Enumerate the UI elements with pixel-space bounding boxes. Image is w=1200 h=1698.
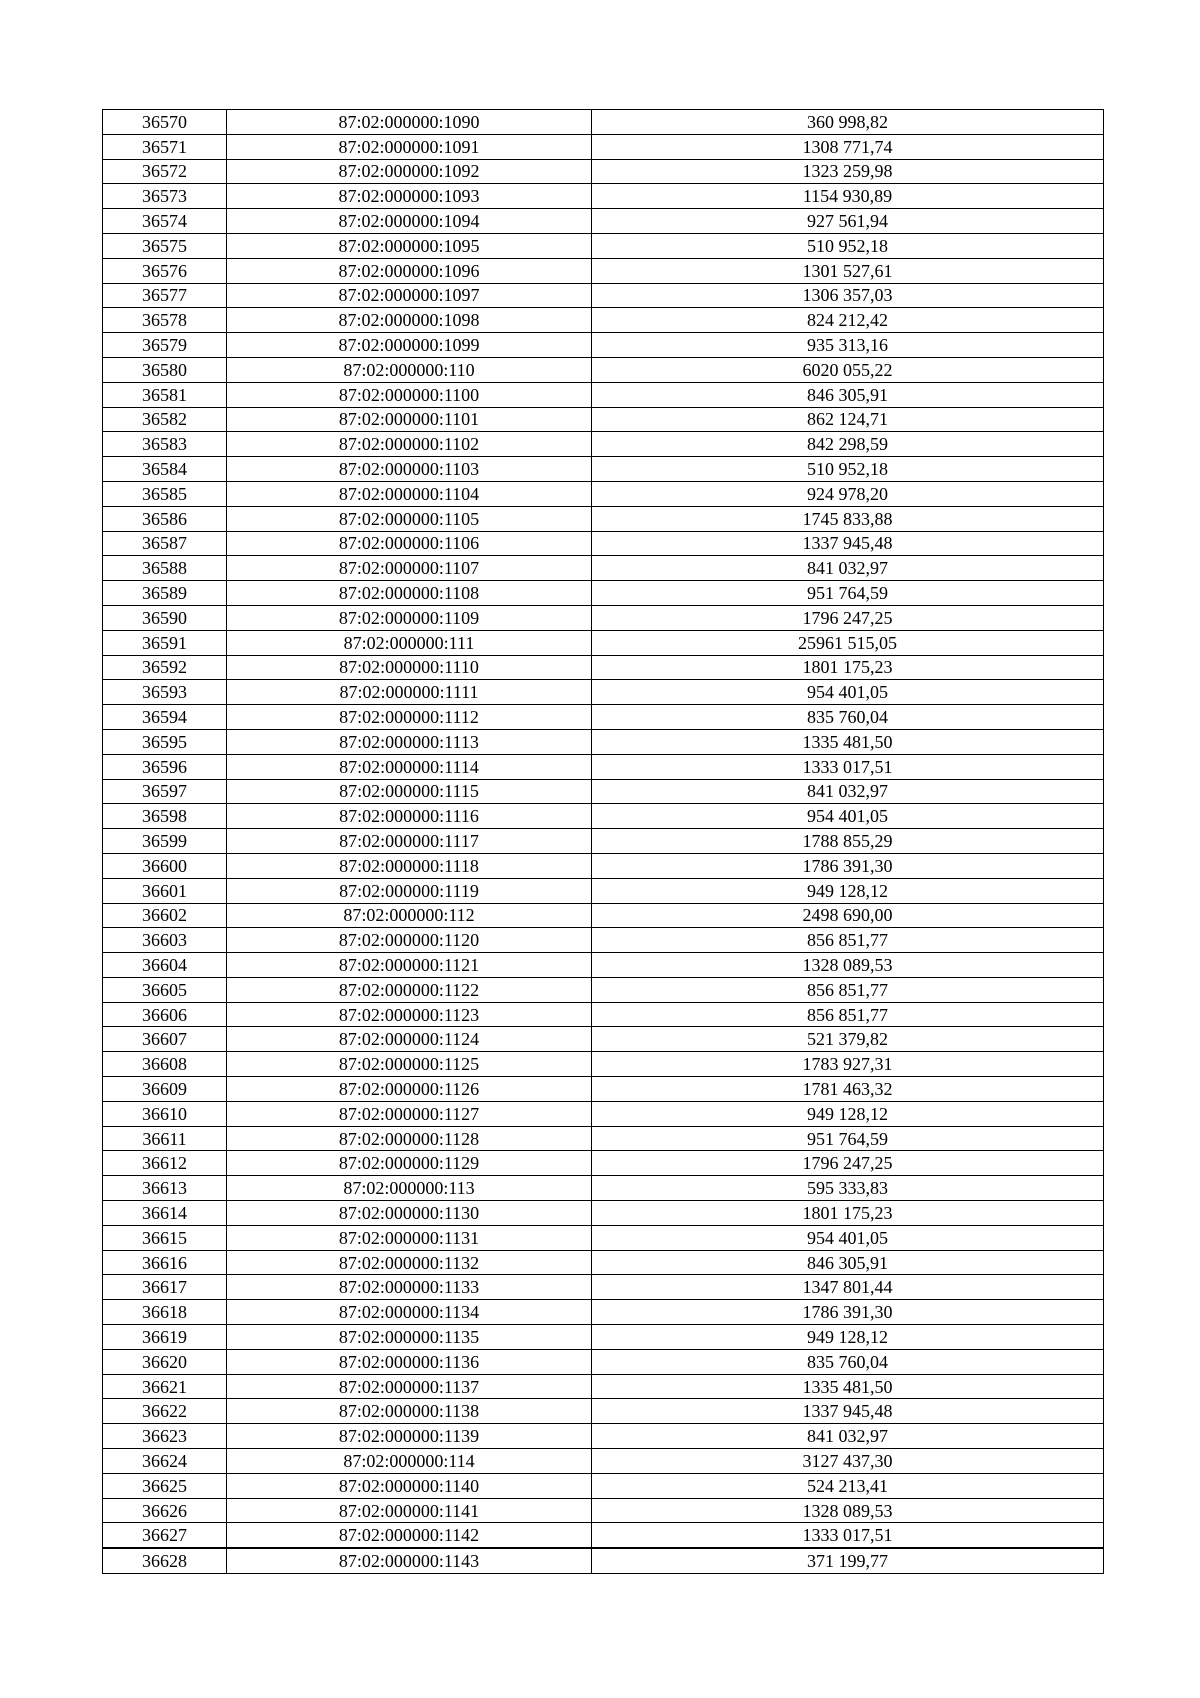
row-number-cell: 36582: [103, 407, 227, 432]
row-number-cell: 36622: [103, 1399, 227, 1424]
cadastral-value-cell: 1323 259,98: [592, 159, 1104, 184]
table-row: [103, 1424, 1104, 1449]
cadastral-number-cell: 87:02:000000:1096: [227, 258, 592, 283]
table-row: [103, 308, 1104, 333]
cadastral-value-cell: 25961 515,05: [592, 630, 1104, 655]
table-row: [103, 1300, 1104, 1325]
row-number-cell: 36615: [103, 1225, 227, 1250]
row-number-cell: 36570: [103, 110, 227, 135]
table-row: [103, 1101, 1104, 1126]
cadastral-value-cell: 951 764,59: [592, 581, 1104, 606]
row-number-cell: 36608: [103, 1052, 227, 1077]
cadastral-number-cell: 87:02:000000:1130: [227, 1201, 592, 1226]
row-number-cell: 36581: [103, 382, 227, 407]
cadastral-value-cell: 1337 945,48: [592, 1399, 1104, 1424]
table-row: [103, 903, 1104, 928]
row-number-cell: 36572: [103, 159, 227, 184]
cadastral-value-cell: 1781 463,32: [592, 1077, 1104, 1102]
cadastral-number-cell: 87:02:000000:1091: [227, 134, 592, 159]
table-row: [103, 1325, 1104, 1350]
cadastral-value-cell: 510 952,18: [592, 233, 1104, 258]
table-row: [103, 1449, 1104, 1474]
cadastral-value-cell: 1301 527,61: [592, 258, 1104, 283]
cadastral-number-cell: 87:02:000000:1124: [227, 1027, 592, 1052]
cadastral-number-cell: 87:02:000000:1110: [227, 655, 592, 680]
cadastral-number-cell: 87:02:000000:1097: [227, 283, 592, 308]
table-row: [103, 779, 1104, 804]
row-number-cell: 36591: [103, 630, 227, 655]
table-row: [103, 729, 1104, 754]
table-row: [103, 1151, 1104, 1176]
cadastral-number-cell: 87:02:000000:1094: [227, 209, 592, 234]
row-number-cell: 36578: [103, 308, 227, 333]
table-row: [103, 184, 1104, 209]
cadastral-number-cell: 87:02:000000:1131: [227, 1225, 592, 1250]
cadastral-value-cell: 1335 481,50: [592, 729, 1104, 754]
cadastral-value-cell: 1788 855,29: [592, 829, 1104, 854]
table-row: [103, 1225, 1104, 1250]
row-number-cell: 36574: [103, 209, 227, 234]
cadastral-value-cell: 954 401,05: [592, 680, 1104, 705]
cadastral-value-cell: 862 124,71: [592, 407, 1104, 432]
cadastral-number-cell: 87:02:000000:1141: [227, 1498, 592, 1523]
table-row: [103, 382, 1104, 407]
table-row: [103, 953, 1104, 978]
table-row: [103, 977, 1104, 1002]
table-row: [103, 1027, 1104, 1052]
cadastral-value-cell: 1333 017,51: [592, 754, 1104, 779]
row-number-cell: 36600: [103, 853, 227, 878]
cadastral-value-cell: 1335 481,50: [592, 1374, 1104, 1399]
cadastral-value-cell: 1801 175,23: [592, 1201, 1104, 1226]
table-row: [103, 1473, 1104, 1498]
cadastral-value-cell: 846 305,91: [592, 1250, 1104, 1275]
cadastral-value-cell: 856 851,77: [592, 928, 1104, 953]
row-number-cell: 36595: [103, 729, 227, 754]
cadastral-number-cell: 87:02:000000:1118: [227, 853, 592, 878]
cadastral-number-cell: 87:02:000000:1137: [227, 1374, 592, 1399]
row-number-cell: 36617: [103, 1275, 227, 1300]
table-row: [103, 258, 1104, 283]
cadastral-number-cell: 87:02:000000:1123: [227, 1002, 592, 1027]
cadastral-value-cell: 1347 801,44: [592, 1275, 1104, 1300]
cadastral-number-cell: 87:02:000000:1111: [227, 680, 592, 705]
cadastral-value-cell: 521 379,82: [592, 1027, 1104, 1052]
cadastral-value-cell: 1154 930,89: [592, 184, 1104, 209]
row-number-cell: 36607: [103, 1027, 227, 1052]
row-number-cell: 36573: [103, 184, 227, 209]
row-number-cell: 36593: [103, 680, 227, 705]
cadastral-number-cell: 87:02:000000:1108: [227, 581, 592, 606]
table-row: [103, 407, 1104, 432]
cadastral-value-cell: 360 998,82: [592, 110, 1104, 135]
row-number-cell: 36576: [103, 258, 227, 283]
cadastral-value-cell: 951 764,59: [592, 1126, 1104, 1151]
row-number-cell: 36626: [103, 1498, 227, 1523]
table-row: [103, 878, 1104, 903]
table-row: [103, 1201, 1104, 1226]
table-row: [103, 233, 1104, 258]
table-row: [103, 655, 1104, 680]
table-row: [103, 680, 1104, 705]
cadastral-number-cell: 87:02:000000:1132: [227, 1250, 592, 1275]
cadastral-value-cell: 6020 055,22: [592, 357, 1104, 382]
row-number-cell: 36605: [103, 977, 227, 1002]
table-body: [103, 110, 1104, 1574]
table-row: [103, 1349, 1104, 1374]
row-number-cell: 36589: [103, 581, 227, 606]
row-number-cell: 36604: [103, 953, 227, 978]
row-number-cell: 36612: [103, 1151, 227, 1176]
cadastral-number-cell: 87:02:000000:1133: [227, 1275, 592, 1300]
cadastral-number-cell: 87:02:000000:1138: [227, 1399, 592, 1424]
cadastral-value-cell: 949 128,12: [592, 1325, 1104, 1350]
cadastral-value-cell: 371 199,77: [592, 1548, 1104, 1573]
row-number-cell: 36601: [103, 878, 227, 903]
row-number-cell: 36585: [103, 481, 227, 506]
cadastral-value-cell: 1786 391,30: [592, 1300, 1104, 1325]
cadastral-number-cell: 87:02:000000:111: [227, 630, 592, 655]
cadastral-value-cell: 1328 089,53: [592, 1498, 1104, 1523]
cadastral-value-cell: 924 978,20: [592, 481, 1104, 506]
cadastral-number-cell: 87:02:000000:1117: [227, 829, 592, 854]
cadastral-value-cell: 846 305,91: [592, 382, 1104, 407]
row-number-cell: 36587: [103, 531, 227, 556]
cadastral-value-cell: 841 032,97: [592, 556, 1104, 581]
cadastral-value-cell: 2498 690,00: [592, 903, 1104, 928]
table-row: [103, 1275, 1104, 1300]
table-row: [103, 605, 1104, 630]
table-row: [103, 1399, 1104, 1424]
cadastral-value-cell: 1337 945,48: [592, 531, 1104, 556]
table-row: [103, 1002, 1104, 1027]
cadastral-value-cell: 949 128,12: [592, 878, 1104, 903]
cadastral-value-cell: 949 128,12: [592, 1101, 1104, 1126]
row-number-cell: 36616: [103, 1250, 227, 1275]
table-row: [103, 457, 1104, 482]
cadastral-number-cell: 87:02:000000:1127: [227, 1101, 592, 1126]
cadastral-value-cell: 1796 247,25: [592, 1151, 1104, 1176]
cadastral-value-cell: 835 760,04: [592, 705, 1104, 730]
cadastral-number-cell: 87:02:000000:1101: [227, 407, 592, 432]
cadastral-number-cell: 87:02:000000:1112: [227, 705, 592, 730]
cadastral-number-cell: 87:02:000000:1109: [227, 605, 592, 630]
cadastral-number-cell: 87:02:000000:1098: [227, 308, 592, 333]
table-row: [103, 506, 1104, 531]
cadastral-value-cell: 1333 017,51: [592, 1523, 1104, 1548]
cadastral-value-cell: 595 333,83: [592, 1176, 1104, 1201]
cadastral-value-cell: 1745 833,88: [592, 506, 1104, 531]
row-number-cell: 36580: [103, 357, 227, 382]
table-row: [103, 853, 1104, 878]
cadastral-value-cell: 1801 175,23: [592, 655, 1104, 680]
row-number-cell: 36611: [103, 1126, 227, 1151]
cadastral-number-cell: 87:02:000000:1135: [227, 1325, 592, 1350]
cadastral-number-cell: 87:02:000000:1128: [227, 1126, 592, 1151]
cadastral-value-cell: 510 952,18: [592, 457, 1104, 482]
table-row: [103, 1176, 1104, 1201]
row-number-cell: 36613: [103, 1176, 227, 1201]
table-row: [103, 1250, 1104, 1275]
cadastral-number-cell: 87:02:000000:110: [227, 357, 592, 382]
row-number-cell: 36588: [103, 556, 227, 581]
row-number-cell: 36614: [103, 1201, 227, 1226]
row-number-cell: 36583: [103, 432, 227, 457]
cadastral-number-cell: 87:02:000000:1125: [227, 1052, 592, 1077]
cadastral-value-cell: 954 401,05: [592, 1225, 1104, 1250]
table-row: [103, 928, 1104, 953]
table-row: [103, 1374, 1104, 1399]
table-row: [103, 481, 1104, 506]
table-row: [103, 209, 1104, 234]
cadastral-value-cell: 856 851,77: [592, 1002, 1104, 1027]
table-row: [103, 630, 1104, 655]
row-number-cell: 36575: [103, 233, 227, 258]
row-number-cell: 36621: [103, 1374, 227, 1399]
row-number-cell: 36599: [103, 829, 227, 854]
row-number-cell: 36627: [103, 1523, 227, 1548]
row-number-cell: 36592: [103, 655, 227, 680]
table-row: [103, 1523, 1104, 1548]
table-row: [103, 556, 1104, 581]
cadastral-value-cell: 841 032,97: [592, 779, 1104, 804]
cadastral-number-cell: 87:02:000000:1107: [227, 556, 592, 581]
table-row: [103, 1077, 1104, 1102]
row-number-cell: 36597: [103, 779, 227, 804]
cadastral-number-cell: 87:02:000000:1102: [227, 432, 592, 457]
cadastral-number-cell: 87:02:000000:1115: [227, 779, 592, 804]
cadastral-value-cell: 524 213,41: [592, 1473, 1104, 1498]
cadastral-number-cell: 87:02:000000:1116: [227, 804, 592, 829]
row-number-cell: 36584: [103, 457, 227, 482]
cadastral-number-cell: 87:02:000000:1122: [227, 977, 592, 1002]
table-row: [103, 134, 1104, 159]
row-number-cell: 36625: [103, 1473, 227, 1498]
cadastral-value-cell: 1786 391,30: [592, 853, 1104, 878]
cadastral-value-cell: 1783 927,31: [592, 1052, 1104, 1077]
table-row: [103, 581, 1104, 606]
row-number-cell: 36602: [103, 903, 227, 928]
table-row: [103, 1548, 1104, 1573]
cadastral-value-cell: 856 851,77: [592, 977, 1104, 1002]
table-row: [103, 705, 1104, 730]
table-row: [103, 1498, 1104, 1523]
cadastral-number-cell: 87:02:000000:1092: [227, 159, 592, 184]
row-number-cell: 36620: [103, 1349, 227, 1374]
cadastral-number-cell: 87:02:000000:1121: [227, 953, 592, 978]
cadastral-number-cell: 87:02:000000:1126: [227, 1077, 592, 1102]
row-number-cell: 36618: [103, 1300, 227, 1325]
cadastral-value-cell: 835 760,04: [592, 1349, 1104, 1374]
cadastral-value-cell: 1308 771,74: [592, 134, 1104, 159]
row-number-cell: 36579: [103, 333, 227, 358]
cadastral-number-cell: 87:02:000000:1134: [227, 1300, 592, 1325]
row-number-cell: 36598: [103, 804, 227, 829]
cadastral-value-cell: 1306 357,03: [592, 283, 1104, 308]
row-number-cell: 36623: [103, 1424, 227, 1449]
table-row: [103, 531, 1104, 556]
table-row: [103, 432, 1104, 457]
row-number-cell: 36628: [103, 1548, 227, 1573]
cadastral-number-cell: 87:02:000000:1100: [227, 382, 592, 407]
cadastral-value-cell: 927 561,94: [592, 209, 1104, 234]
cadastral-number-cell: 87:02:000000:1106: [227, 531, 592, 556]
row-number-cell: 36594: [103, 705, 227, 730]
cadastral-number-cell: 87:02:000000:1129: [227, 1151, 592, 1176]
cadastral-number-cell: 87:02:000000:1093: [227, 184, 592, 209]
cadastral-number-cell: 87:02:000000:1105: [227, 506, 592, 531]
row-number-cell: 36577: [103, 283, 227, 308]
cadastral-number-cell: 87:02:000000:1113: [227, 729, 592, 754]
cadastral-value-cell: 824 212,42: [592, 308, 1104, 333]
row-number-cell: 36619: [103, 1325, 227, 1350]
row-number-cell: 36571: [103, 134, 227, 159]
row-number-cell: 36624: [103, 1449, 227, 1474]
cadastral-number-cell: 87:02:000000:1139: [227, 1424, 592, 1449]
row-number-cell: 36586: [103, 506, 227, 531]
table-row: [103, 283, 1104, 308]
row-number-cell: 36606: [103, 1002, 227, 1027]
cadastral-number-cell: 87:02:000000:1099: [227, 333, 592, 358]
cadastral-value-cell: 842 298,59: [592, 432, 1104, 457]
row-number-cell: 36610: [103, 1101, 227, 1126]
cadastral-value-cell: 954 401,05: [592, 804, 1104, 829]
cadastral-number-cell: 87:02:000000:1114: [227, 754, 592, 779]
cadastral-number-cell: 87:02:000000:1119: [227, 878, 592, 903]
table-row: [103, 110, 1104, 135]
cadastral-number-cell: 87:02:000000:113: [227, 1176, 592, 1201]
cadastral-number-cell: 87:02:000000:1143: [227, 1548, 592, 1573]
cadastral-number-cell: 87:02:000000:1104: [227, 481, 592, 506]
row-number-cell: 36590: [103, 605, 227, 630]
table-row: [103, 1052, 1104, 1077]
row-number-cell: 36596: [103, 754, 227, 779]
cadastral-number-cell: 87:02:000000:1142: [227, 1523, 592, 1548]
cadastral-number-cell: 87:02:000000:1090: [227, 110, 592, 135]
cadastral-value-cell: 841 032,97: [592, 1424, 1104, 1449]
table-row: [103, 333, 1104, 358]
cadastral-number-cell: 87:02:000000:1136: [227, 1349, 592, 1374]
cadastral-number-cell: 87:02:000000:1103: [227, 457, 592, 482]
row-number-cell: 36609: [103, 1077, 227, 1102]
cadastral-value-table: [102, 109, 1104, 1574]
row-number-cell: 36603: [103, 928, 227, 953]
cadastral-number-cell: 87:02:000000:112: [227, 903, 592, 928]
table-row: [103, 357, 1104, 382]
table-row: [103, 804, 1104, 829]
table-row: [103, 159, 1104, 184]
cadastral-value-cell: 1796 247,25: [592, 605, 1104, 630]
table-row: [103, 829, 1104, 854]
table-row: [103, 1126, 1104, 1151]
cadastral-number-cell: 87:02:000000:1120: [227, 928, 592, 953]
cadastral-number-cell: 87:02:000000:1140: [227, 1473, 592, 1498]
cadastral-value-cell: 1328 089,53: [592, 953, 1104, 978]
cadastral-number-cell: 87:02:000000:114: [227, 1449, 592, 1474]
table-row: [103, 754, 1104, 779]
cadastral-number-cell: 87:02:000000:1095: [227, 233, 592, 258]
cadastral-value-cell: 3127 437,30: [592, 1449, 1104, 1474]
cadastral-value-cell: 935 313,16: [592, 333, 1104, 358]
